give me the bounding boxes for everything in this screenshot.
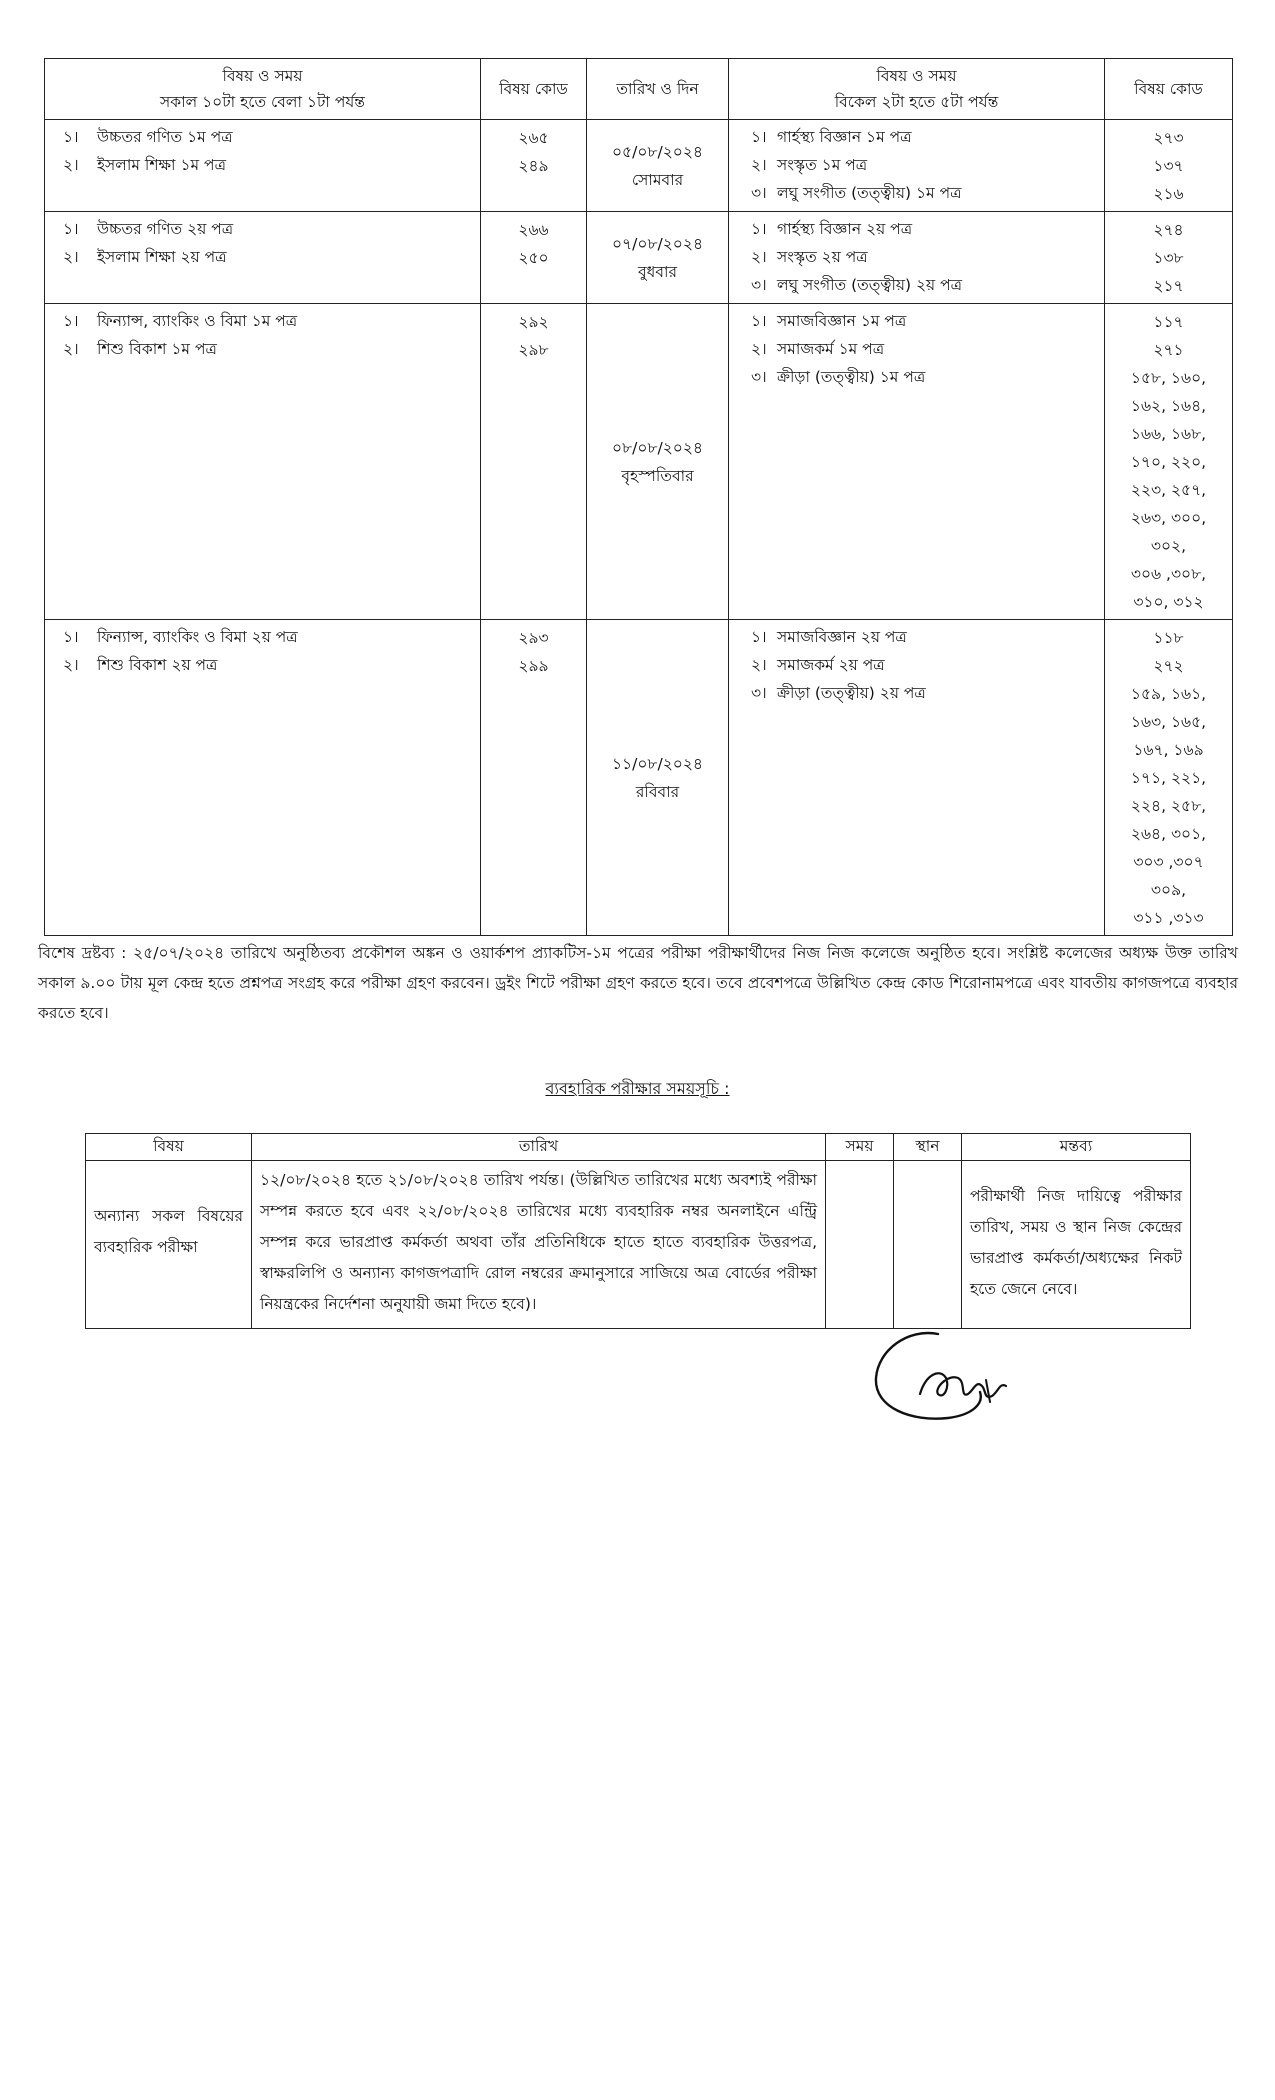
am-subjects <box>45 120 481 212</box>
subject-code: ২৯৯ <box>518 657 549 675</box>
am-codes <box>481 120 587 212</box>
subject-code: ২৬৫ <box>518 129 549 147</box>
subject-name: উচ্চতর গণিত ২য় পত্র <box>97 220 234 238</box>
am-codes <box>481 620 587 936</box>
am-subject-item <box>49 307 476 335</box>
item-number: ৩। <box>751 276 767 294</box>
schedule-row <box>45 620 1233 936</box>
pm-subjects <box>729 120 1105 212</box>
am-subject-item <box>49 623 476 651</box>
practical-header-place: স্থান <box>894 1134 962 1161</box>
practical-remarks: পরীক্ষার্থী নিজ দায়িত্বে পরীক্ষার তারিখ, সময় ও স্থান নিজ কেন্দ্রের ভারপ্রাপ্ত কর্মকর্তা/অধ্যক্ষের নিকট হতে জেনে নেবে। <box>962 1161 1191 1329</box>
subject-name: গার্হস্থ্য বিজ্ঞান ১ম পত্র <box>777 128 912 146</box>
item-number: ২। <box>63 656 79 674</box>
subject-code: ২৫০ <box>518 249 549 267</box>
subject-code: ১৬৩, ১৬৫, <box>1130 713 1207 731</box>
subject-name: সমাজকর্ম ১ম পত্র <box>777 340 885 358</box>
subject-code: ১৫৮, ১৬০, <box>1130 369 1207 387</box>
subject-code: ৩০৬ ,৩০৮, <box>1130 565 1207 583</box>
item-number: ২। <box>63 340 79 358</box>
subject-name: লঘু সংগীত (তত্ত্বীয়) ২য় পত্র <box>777 276 963 294</box>
subject-code: ৩০৯, <box>1150 881 1187 899</box>
subject-code: ১১৭ <box>1153 313 1184 331</box>
pm-subject-item <box>733 307 1100 335</box>
item-number: ২। <box>751 656 767 674</box>
subject-code: ২১৭ <box>1153 277 1184 295</box>
subject-code: ১৬৬, ১৬৮, <box>1130 425 1207 443</box>
subject-name: ক্রীড়া (তত্ত্বীয়) ২য় পত্র <box>777 684 926 702</box>
exam-day: রবিবার <box>635 782 680 801</box>
subject-code: ১৭০, ২২০, <box>1130 453 1207 471</box>
item-number: ২। <box>63 248 79 266</box>
subject-code: ২৭১ <box>1153 341 1184 359</box>
exam-date: ১১/০৮/২০২৪ <box>612 754 703 773</box>
pm-subjects <box>729 212 1105 304</box>
subject-code: ২৬৪, ৩০১, <box>1130 825 1207 843</box>
am-codes <box>481 212 587 304</box>
subject-code: ২১৬ <box>1153 185 1184 203</box>
practical-time <box>826 1161 894 1329</box>
signature <box>868 1320 1028 1430</box>
schedule-header-row <box>45 59 1233 120</box>
item-number: ১। <box>63 312 79 330</box>
schedule-row <box>45 304 1233 620</box>
subject-name: লঘু সংগীত (তত্ত্বীয়) ১ম পত্র <box>777 184 962 202</box>
subject-code: ১৫৯, ১৬১, <box>1130 685 1207 703</box>
am-subject-item <box>49 651 476 679</box>
item-number: ৩। <box>751 368 767 386</box>
date-cell <box>587 304 729 620</box>
subject-name: সংস্কৃত ১ম পত্র <box>777 156 868 174</box>
practical-header-date: তারিখ <box>252 1134 826 1161</box>
item-number: ১। <box>751 220 767 238</box>
subject-name: শিশু বিকাশ ২য় পত্র <box>97 656 218 674</box>
pm-subject-item <box>733 151 1100 179</box>
practical-schedule-table <box>85 1133 1191 1329</box>
pm-subject-item <box>733 215 1100 243</box>
exam-day: বুধবার <box>638 262 677 281</box>
subject-name: সংস্কৃত ২য় পত্র <box>777 248 868 266</box>
pm-subjects <box>729 620 1105 936</box>
schedule-row <box>45 212 1233 304</box>
am-subjects <box>45 212 481 304</box>
practical-date-text: ১২/০৮/২০২৪ হতে ২১/০৮/২০২৪ তারিখ পর্যন্ত। (উল্লিখিত তারিখের মধ্যে অবশ্যই পরীক্ষা সম্পন্ন করতে হবে এবং ২২/০৮/২০২৪ তারিখের মধ্যে ব্যবহারিক নম্বর অনলাইনে এন্ট্রি সম্পন্ন করে ভারপ্রাপ্ত কর্মকর্তা অথবা তাঁর প্রতিনিধিকে হাতে হাতে ব্যবহারিক উত্তরপত্র, স্বাক্ষরলিপি ও অন্যান্য কাগজপত্রাদি রোল নম্বরের ক্রমানুসারে সাজিয়ে অত্র বোর্ডের পরীক্ষা নিয়ন্ত্রকের নির্দেশনা অনুযায়ী জমা দিতে হবে)। <box>252 1161 826 1329</box>
item-number: ১। <box>63 628 79 646</box>
pm-codes <box>1105 620 1233 936</box>
item-number: ২। <box>63 156 79 174</box>
pm-subject-item <box>733 179 1100 207</box>
practical-title <box>0 1076 1275 1103</box>
subject-code: ১৩৭ <box>1153 157 1184 175</box>
item-number: ২। <box>751 340 767 358</box>
subject-code: ১১৮ <box>1153 629 1184 647</box>
practical-header-row <box>86 1134 1191 1161</box>
exam-date: ০৭/০৮/২০২৪ <box>611 234 704 253</box>
subject-code: ২৭২ <box>1153 657 1184 675</box>
subject-code: ২৬৩, ৩০০, <box>1130 509 1207 527</box>
subject-code: ১৩৮ <box>1153 249 1184 267</box>
subject-code: ৩১১ ,৩১৩ <box>1133 909 1204 927</box>
header-pm-subject-line1: বিষয় ও সময় <box>876 67 957 85</box>
am-subject-item <box>49 215 476 243</box>
date-cell <box>587 620 729 936</box>
am-subject-item <box>49 151 476 179</box>
practical-header-time: সময় <box>826 1134 894 1161</box>
item-number: ১। <box>751 128 767 146</box>
subject-name: ফিন্যান্স, ব্যাংকিং ও বিমা ১ম পত্র <box>97 312 298 330</box>
item-number: ২। <box>751 248 767 266</box>
pm-subject-item <box>733 623 1100 651</box>
practical-title-text: ব্যবহারিক পরীক্ষার সময়সূচি : <box>545 1079 730 1098</box>
subject-name: সমাজবিজ্ঞান ১ম পত্র <box>777 312 907 330</box>
subject-code: ৩০২, <box>1150 537 1187 555</box>
subject-code: ২৭৪ <box>1153 221 1184 239</box>
subject-name: উচ্চতর গণিত ১ম পত্র <box>97 128 233 146</box>
pm-codes <box>1105 212 1233 304</box>
item-number: ১। <box>751 628 767 646</box>
pm-subject-item <box>733 243 1100 271</box>
subject-name: সমাজবিজ্ঞান ২য় পত্র <box>777 628 907 646</box>
pm-subject-item <box>733 123 1100 151</box>
subject-name: ক্রীড়া (তত্ত্বীয়) ১ম পত্র <box>777 368 926 386</box>
header-pm-code: বিষয় কোড <box>1105 59 1233 120</box>
subject-code: ২৭৩ <box>1153 129 1184 147</box>
pm-subject-item <box>733 271 1100 299</box>
header-am-subject <box>45 59 481 120</box>
am-subject-item <box>49 123 476 151</box>
am-codes <box>481 304 587 620</box>
exam-date: ০৫/০৮/২০২৪ <box>611 142 703 161</box>
item-number: ২। <box>751 156 767 174</box>
subject-name: সমাজকর্ম ২য় পত্র <box>777 656 885 674</box>
subject-code: ১৬৭, ১৬৯ <box>1133 741 1204 759</box>
special-note: বিশেষ দ্রষ্টব্য : ২৫/০৭/২০২৪ তারিখে অনুষ্ঠিতব্য প্রকৌশল অঙ্কন ও ওয়ার্কশপ প্র্যাকটিস-১ম পত্রের পরীক্ষা পরীক্ষার্থীদের নিজ নিজ কলেজে অনুষ্ঠিত হবে। সংশ্লিষ্ট কলেজের অধ্যক্ষ উক্ত তারিখ সকাল ৯.০০ টায় মূল কেন্দ্র হতে প্রশ্নপত্র সংগ্রহ করে পরীক্ষা গ্রহণ করবেন। ড্রইং শিটে পরীক্ষা গ্রহণ করতে হবে। তবে প্রবেশপত্রে উল্লিখিত কেন্দ্র কোড শিরোনামপত্রে এবং যাবতীয় কাগজপত্রে ব্যবহার করতে হবে। <box>38 944 1238 1022</box>
subject-code: ২৪৯ <box>518 157 549 175</box>
pm-codes <box>1105 120 1233 212</box>
subject-name: ইসলাম শিক্ষা ২য় পত্র <box>97 248 227 266</box>
date-cell <box>587 212 729 304</box>
header-am-subject-line2: সকাল ১০টা হতে বেলা ১টা পর্যন্ত <box>160 93 365 111</box>
am-subject-item <box>49 335 476 363</box>
pm-codes <box>1105 304 1233 620</box>
subject-code: ২৯৩ <box>518 629 549 647</box>
item-number: ১। <box>63 220 79 238</box>
subject-code: ২৯৮ <box>518 341 549 359</box>
subject-code: ৩১০, ৩১২ <box>1133 593 1204 611</box>
header-am-code: বিষয় কোড <box>481 59 587 120</box>
subject-code: ১৬২, ১৬৪, <box>1130 397 1207 415</box>
subject-code: ২২৪, ২৫৮, <box>1130 797 1207 815</box>
pm-subject-item <box>733 651 1100 679</box>
item-number: ১। <box>751 312 767 330</box>
am-subjects <box>45 620 481 936</box>
date-cell <box>587 120 729 212</box>
subject-code: ১৭১, ২২১, <box>1130 769 1207 787</box>
header-pm-subject-line2: বিকেল ২টা হতে ৫টা পর্যন্ত <box>834 93 999 111</box>
header-am-subject-line1: বিষয় ও সময় <box>222 67 303 85</box>
item-number: ৩। <box>751 184 767 202</box>
item-number: ১। <box>63 128 79 146</box>
practical-subject: অন্যান্য সকল বিষয়ের ব্যবহারিক পরীক্ষা <box>86 1161 252 1329</box>
pm-subject-item <box>733 363 1100 391</box>
subject-code: ৩০৩ ,৩০৭ <box>1133 853 1204 871</box>
practical-header-subject: বিষয় <box>86 1134 252 1161</box>
pm-subjects <box>729 304 1105 620</box>
header-pm-subject <box>729 59 1105 120</box>
subject-name: গার্হস্থ্য বিজ্ঞান ২য় পত্র <box>777 220 913 238</box>
exam-day: বৃহস্পতিবার <box>621 466 694 485</box>
practical-row <box>86 1161 1191 1329</box>
pm-subject-item <box>733 679 1100 707</box>
subject-name: ইসলাম শিক্ষা ১ম পত্র <box>97 156 226 174</box>
header-date-day: তারিখ ও দিন <box>587 59 729 120</box>
item-number: ৩। <box>751 684 767 702</box>
exam-date: ০৮/০৮/২০২৪ <box>611 438 703 457</box>
pm-subject-item <box>733 335 1100 363</box>
exam-day: সোমবার <box>631 170 684 189</box>
practical-place <box>894 1161 962 1329</box>
exam-schedule-table <box>44 58 1233 936</box>
subject-code: ২৯২ <box>518 313 549 331</box>
subject-name: ফিন্যান্স, ব্যাংকিং ও বিমা ২য় পত্র <box>97 628 298 646</box>
practical-header-remarks: মন্তব্য <box>962 1134 1191 1161</box>
schedule-row <box>45 120 1233 212</box>
am-subject-item <box>49 243 476 271</box>
subject-name: শিশু বিকাশ ১ম পত্র <box>97 340 217 358</box>
subject-code: ২২৩, ২৫৭, <box>1130 481 1207 499</box>
subject-code: ২৬৬ <box>518 221 549 239</box>
am-subjects <box>45 304 481 620</box>
